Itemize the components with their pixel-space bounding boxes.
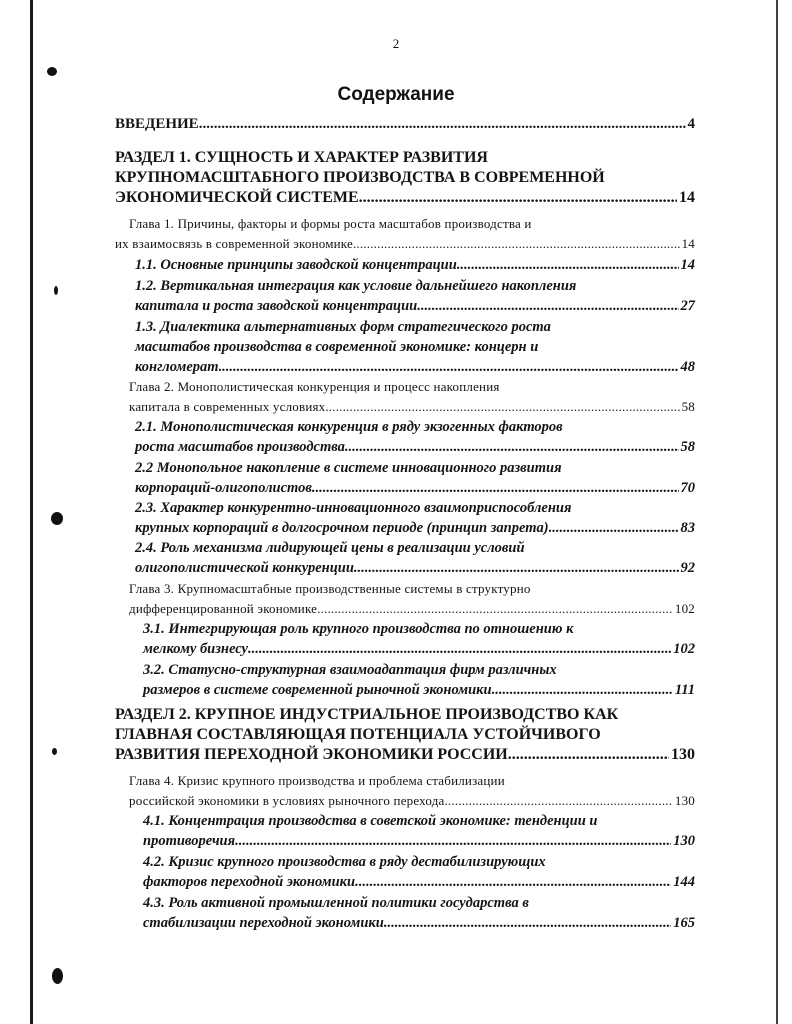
entry-text: РАЗВИТИЯ ПЕРЕХОДНОЙ ЭКОНОМИКИ РОССИИ xyxy=(115,746,508,763)
dot-leader xyxy=(248,641,671,658)
dot-leader xyxy=(492,682,673,699)
page-number: 2 xyxy=(392,36,400,51)
entry-text: 1.1. Основные принципы заводской концентрации xyxy=(135,257,457,273)
entry-text: 2.4. Роль механизма лидирующей цены в реализации условий xyxy=(135,540,525,556)
entry-text: 2.1. Монополистическая конкуренция в ряду экзогенных факторов xyxy=(135,419,563,435)
entry-text: роста масштабов производства xyxy=(135,439,345,455)
dot-leader xyxy=(312,480,679,497)
dot-leader xyxy=(325,399,679,415)
dot-leader xyxy=(444,793,672,809)
scan-speck xyxy=(47,67,57,76)
entry-text: Глава 1. Причины, факторы и формы роста масштабов производства и xyxy=(129,216,532,231)
entry-text: 4.2. Кризис крупного производства в ряду дестабилизирующих xyxy=(143,854,546,870)
entry-text: факторов переходной экономики xyxy=(143,874,356,890)
entry-page: 144 xyxy=(673,874,695,890)
entry-page: 92 xyxy=(680,560,695,576)
toc-title: Содержание xyxy=(337,84,455,105)
entry-page: 102 xyxy=(673,641,695,657)
entry-page: 130 xyxy=(674,793,695,808)
scan-speck xyxy=(52,968,63,984)
scan-speck xyxy=(54,286,58,295)
entry-page: 27 xyxy=(680,298,695,314)
entry-text: дифференцированной экономике xyxy=(129,601,318,616)
dot-leader xyxy=(359,189,677,207)
dot-leader xyxy=(417,298,678,315)
entry-text: их взаимосвязь в современной экономике xyxy=(115,236,353,251)
toc-entry-intro[interactable] xyxy=(115,116,695,133)
entry-page: 111 xyxy=(674,682,695,698)
entry-text: конгломерат xyxy=(135,359,219,375)
dot-leader xyxy=(508,746,669,764)
entry-text: олигополистической конкуренции xyxy=(135,560,354,576)
dot-leader xyxy=(199,116,686,133)
scan-speck xyxy=(52,748,57,755)
entry-label: ВВЕДЕНИЕ xyxy=(115,116,199,132)
dot-leader xyxy=(549,520,679,537)
entry-page: 58 xyxy=(681,399,695,414)
entry-text: противоречия xyxy=(143,833,236,849)
dot-leader xyxy=(353,236,680,252)
entry-text: Глава 3. Крупномасштабные производственные системы в структурно xyxy=(129,581,531,596)
entry-text: 4.3. Роль активной промышленной политики государства в xyxy=(143,895,529,911)
entry-text: масштабов производства в современной экономике: концерн и xyxy=(135,339,539,355)
scan-left-edge xyxy=(30,0,33,1024)
entry-page: 14 xyxy=(680,257,695,273)
entry-page: 165 xyxy=(673,915,695,931)
entry-text: РАЗДЕЛ 1. СУЩНОСТЬ И ХАРАКТЕР РАЗВИТИЯ xyxy=(115,149,488,166)
entry-page: 70 xyxy=(680,480,695,496)
entry-text: 1.3. Диалектика альтернативных форм стратегического роста xyxy=(135,319,551,335)
entry-text: 2.2 Монопольное накопление в системе инновационного развития xyxy=(135,460,562,476)
entry-text: стабилизации переходной экономики xyxy=(143,915,384,931)
entry-text: 4.1. Концентрация производства в советской экономике: тенденции и xyxy=(143,813,598,829)
entry-page: 130 xyxy=(673,833,695,849)
entry-text: крупных корпораций в долгосрочном периоде (принцип запрета) xyxy=(135,520,549,536)
entry-page: 14 xyxy=(681,236,695,251)
dot-leader xyxy=(384,915,671,932)
entry-text: корпораций-олигополистов xyxy=(135,480,312,496)
entry-text: КРУПНОМАСШТАБНОГО ПРОИЗВОДСТВА В СОВРЕМЕННОЙ xyxy=(115,169,605,186)
entry-text: мелкому бизнесу xyxy=(143,641,248,657)
entry-page: 102 xyxy=(674,601,695,616)
dot-leader xyxy=(355,874,671,891)
entry-text: Глава 4. Кризис крупного производства и проблема стабилизации xyxy=(129,773,505,788)
entry-text: размеров в системе современной рыночной экономики xyxy=(143,682,492,698)
dot-leader xyxy=(345,439,679,456)
entry-text: 1.2. Вертикальная интеграция как условие дальнейшего накопления xyxy=(135,278,577,294)
entry-text: капитала в современных условиях xyxy=(129,399,326,414)
entry-page: 58 xyxy=(680,439,695,455)
entry-text: Глава 2. Монополистическая конкуренция и процесс накопления xyxy=(129,379,500,394)
entry-text: ЭКОНОМИЧЕСКОЙ СИСТЕМЕ xyxy=(115,189,359,206)
entry-page: 14 xyxy=(679,189,695,206)
entry-text: 3.1. Интегрирующая роль крупного производства по отношению к xyxy=(143,621,574,637)
dot-leader xyxy=(354,560,679,577)
entry-page: 83 xyxy=(680,520,695,536)
dot-leader xyxy=(457,257,679,274)
entry-text: 3.2. Статусно-структурная взаимоадаптация фирм различных xyxy=(143,662,557,678)
entry-text: ГЛАВНАЯ СОСТАВЛЯЮЩАЯ ПОТЕНЦИАЛА УСТОЙЧИВОГО xyxy=(115,726,601,743)
entry-text: капитала и роста заводской концентрации xyxy=(135,298,418,314)
entry-page: 4 xyxy=(687,116,695,132)
entry-text: 2.3. Характер конкурентно-инновационного взаимоприспособления xyxy=(135,500,572,516)
entry-text: РАЗДЕЛ 2. КРУПНОЕ ИНДУСТРИАЛЬНОЕ ПРОИЗВОДСТВО КАК xyxy=(115,706,619,723)
entry-text: российской экономики в условиях рыночного перехода xyxy=(129,793,445,808)
dot-leader xyxy=(219,359,679,376)
scan-right-edge xyxy=(776,0,778,1024)
scan-speck xyxy=(51,512,63,525)
dot-leader xyxy=(235,833,671,850)
dot-leader xyxy=(317,601,673,617)
entry-page: 130 xyxy=(671,746,695,763)
entry-page: 48 xyxy=(680,359,695,375)
